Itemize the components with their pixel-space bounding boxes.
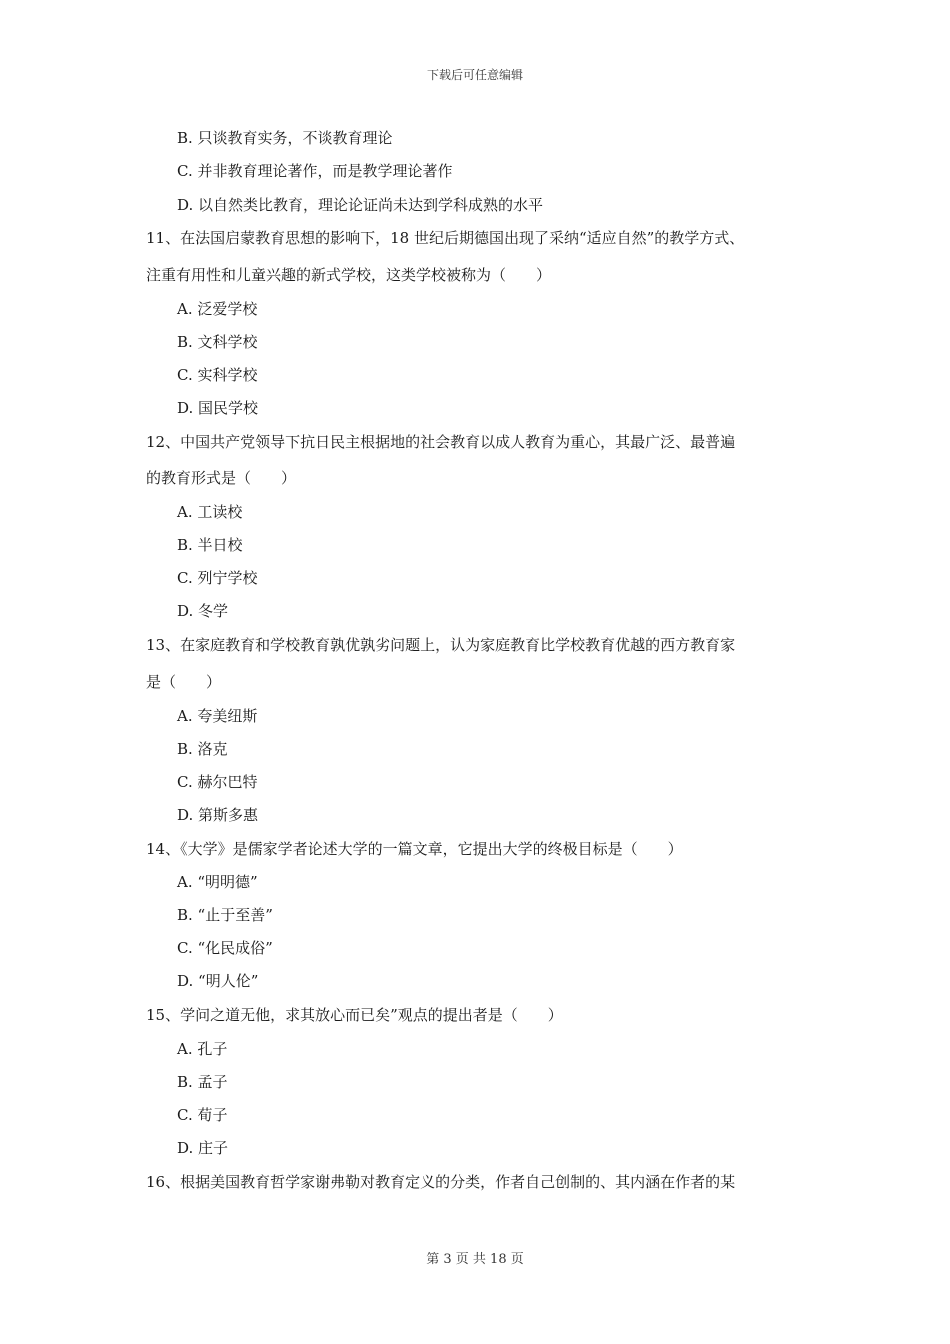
question-line: 16、根据美国教育哲学家谢弗勒对教育定义的分类，作者自己创制的、其内涵在作者的某: [146, 1173, 736, 1191]
option-line: D. 第斯多惠: [177, 806, 259, 824]
option-line: C. 并非教育理论著作，而是教学理论著作: [177, 162, 453, 180]
option-line: B. 孟子: [177, 1073, 228, 1091]
option-line: B. 只谈教育实务，不谈教育理论: [177, 129, 393, 147]
page-header: 下载后可任意编辑: [426, 68, 523, 82]
question-line: 14、《大学》是儒家学者论述大学的一篇文章，它提出大学的终极目标是（ ）: [146, 840, 683, 858]
question-line: 注重有用性和儿童兴趣的新式学校，这类学校被称为（ ）: [146, 266, 552, 284]
option-line: B. 洛克: [177, 740, 228, 758]
question-line: 是（ ）: [146, 673, 222, 691]
option-line: A. 泛爱学校: [177, 300, 258, 318]
option-line: A. 工读校: [177, 503, 243, 521]
option-line: B. 半日校: [177, 536, 243, 554]
option-line: A. 孔子: [177, 1040, 228, 1058]
option-line: C. 列宁学校: [177, 569, 258, 587]
option-line: C. 荀子: [177, 1106, 228, 1124]
question-line: 的教育形式是（ ）: [146, 469, 297, 487]
option-line: D. 庄子: [177, 1139, 229, 1157]
option-line: C. “化民成俗”: [177, 939, 273, 957]
option-line: A. 夸美纽斯: [177, 707, 258, 725]
question-line: 12、中国共产党领导下抗日民主根据地的社会教育以成人教育为重心，其最广泛、最普遍: [146, 433, 736, 451]
question-line: 13、在家庭教育和学校教育孰优孰劣问题上，认为家庭教育比学校教育优越的西方教育家: [146, 636, 736, 654]
question-line: 15、学问之道无他，求其放心而已矣”观点的提出者是（ ）: [146, 1006, 563, 1024]
option-line: D. 以自然类比教育，理论论证尚未达到学科成熟的水平: [177, 196, 544, 214]
option-line: D. 国民学校: [177, 399, 259, 417]
option-line: D. “明人伦”: [177, 972, 259, 990]
option-line: A. “明明德”: [177, 873, 258, 891]
page-footer: 第 3 页 共 18 页: [426, 1252, 524, 1267]
option-line: B. “止于至善”: [177, 906, 273, 924]
option-line: C. 赫尔巴特: [177, 773, 258, 791]
question-line: 11、在法国启蒙教育思想的影响下，18 世纪后期德国出现了采纳“适应自然”的教学方式、: [146, 229, 745, 247]
option-line: B. 文科学校: [177, 333, 258, 351]
option-line: D. 冬学: [177, 602, 229, 620]
option-line: C. 实科学校: [177, 366, 258, 384]
